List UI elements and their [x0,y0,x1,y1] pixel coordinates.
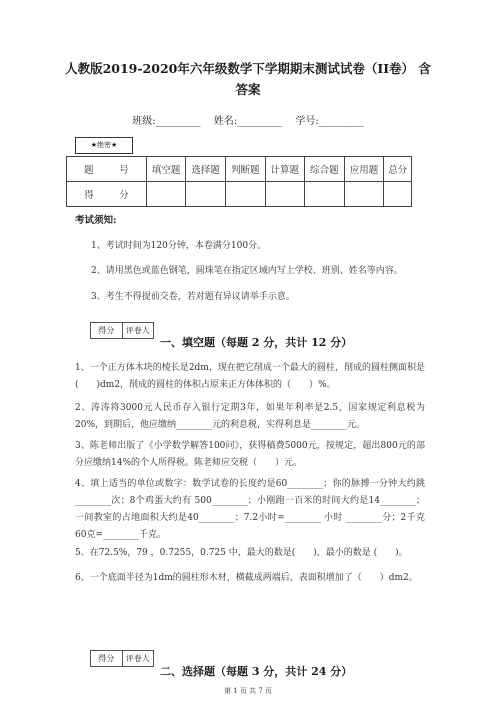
table-cell: 选择题 [186,157,226,182]
question-item: 4、填上适当的单位或数字：数学试卷的长度约是60________；你的脉搏一分钟大约跳________次；8个鸡蛋大约有 500________；小刚跑一百米的时间大约是14________；一间教室的占地面积大约是40________；7.2小时=________ 小时 ________分；2千克60克=________千克。 [75,479,425,540]
class-field: 班级:_________ [132,116,201,127]
section-heading: 二、选择题（每题 3 分，共计 24 分） [160,665,353,678]
question-item: 3、陈老师出版了《小学数学解答100问》，获得稿费5000元，按规定，超出800元的部分应缴纳14%的个人所得税。陈老师应交税（ ）元。 [75,441,425,468]
table-cell: 题 号 [67,157,147,182]
grader-box [90,650,154,667]
page-footer: 第 1 页 共 7 页 [223,687,273,695]
table-cell: 综合题 [305,157,345,182]
question-item: 5、在72.5%，79 ，0.7255，0.725 中，最大的数是( )，最小的数是 ( )。 [75,548,408,558]
table-cell: 总分 [384,157,412,182]
table-cell [305,182,345,207]
table-cell: 判断题 [225,157,265,182]
notice-item: 1、考试时间为120分钟，本卷满分100分。 [91,241,267,251]
notice-item: 2、请用黑色或蓝色钢笔，圆珠笔在指定区域内写上学校、班别、姓名等内容。 [91,266,403,276]
question-item: 6、一个底面半径为1dm的圆柱形木材，横截成两端后，表面积增加了（ ）dm2。 [75,573,418,583]
table-cell [344,182,384,207]
table-cell [186,182,226,207]
notice-item: 3、考生不得提前交卷，若对题有异议请举手示意。 [91,292,295,302]
table-cell: 得 分 [67,182,147,207]
table-cell: 填空题 [146,157,186,182]
table-row [67,182,412,207]
table-cell [265,182,305,207]
table-row [67,157,412,182]
id-field: 学号:_________ [295,116,364,127]
table-cell [384,182,412,207]
page-title: 人教版2019-2020年六年级数学下学期期末测试试卷（II卷） 含答案 [65,61,431,97]
grader-reviewer-label: 评卷人 [122,323,154,338]
question-item: 1、一个正方体木块的棱长是2dm，现在把它削成一个最大的圆柱，削成的圆柱侧面积是( )dm2，削成的圆柱的体积占原来正方体体积的（ ）%。 [75,363,425,390]
name-field: 姓名:_________ [213,116,283,127]
student-info [0,112,496,127]
score-table [66,156,412,207]
notice-heading: 考试须知: [75,215,117,226]
table-cell: 应用题 [344,157,384,182]
section-heading: 一、填空题（每题 2 分，共计 12 分） [160,336,353,349]
grader-box [90,322,154,339]
grader-score-label: 得分 [98,654,115,663]
question-item: 2、涛涛将3000元人民币存入银行定期3年，如果年利率是2.5，国家规定利息税为20%，到期后，他应缴纳________元的利息税，实得利息是________元。 [75,403,425,430]
grader-reviewer-label: 评卷人 [122,651,154,666]
table-cell [225,182,265,207]
confidential-seal: ★绝密★ [75,137,133,154]
grader-score-label: 得分 [98,326,115,335]
table-cell [146,182,186,207]
table-cell: 计算题 [265,157,305,182]
